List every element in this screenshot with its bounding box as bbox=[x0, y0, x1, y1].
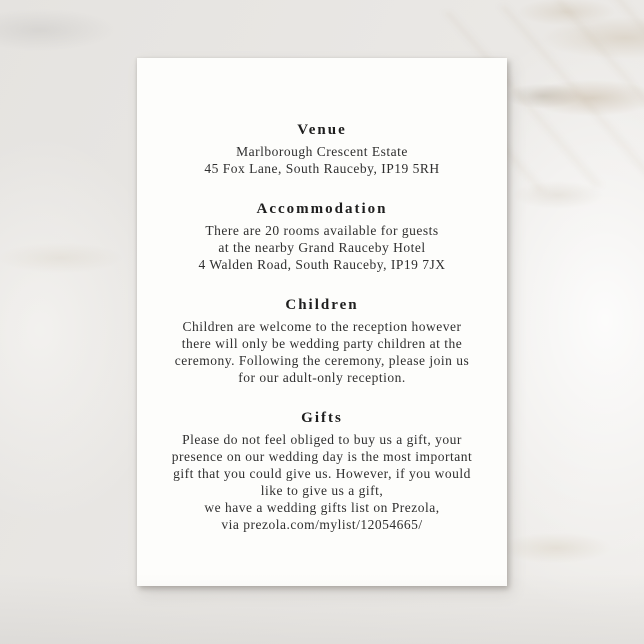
section-accommodation bbox=[149, 201, 495, 273]
section-line: 4 Walden Road, South Rauceby, IP19 7JX bbox=[198, 257, 446, 272]
card-content bbox=[137, 58, 507, 533]
section-line: 45 Fox Lane, South Rauceby, IP19 5RH bbox=[204, 161, 440, 176]
section-venue bbox=[149, 122, 495, 177]
section-heading: Gifts bbox=[301, 410, 343, 426]
section-line: for our adult-only reception. bbox=[238, 370, 406, 385]
section-line: Marlborough Crescent Estate bbox=[236, 144, 408, 159]
section-line: there will only be wedding party children at the bbox=[181, 336, 463, 351]
section-line: at the nearby Grand Rauceby Hotel bbox=[218, 240, 426, 255]
section-children bbox=[149, 297, 495, 386]
section-line: Please do not feel obliged to buy us a gift, your bbox=[182, 432, 462, 447]
section-line: There are 20 rooms available for guests bbox=[205, 223, 439, 238]
section-gifts bbox=[149, 410, 495, 533]
section-heading: Children bbox=[285, 297, 359, 313]
section-line: we have a wedding gifts list on Prezola, bbox=[204, 500, 440, 515]
section-line: Children are welcome to the reception however bbox=[182, 319, 462, 334]
section-line: ceremony. Following the ceremony, please join us bbox=[174, 353, 470, 368]
section-heading: Accommodation bbox=[256, 201, 388, 217]
section-line: presence on our wedding day is the most important bbox=[171, 449, 473, 464]
section-line: like to give us a gift, bbox=[260, 483, 384, 498]
wedding-details-card bbox=[137, 58, 507, 586]
section-heading: Venue bbox=[297, 122, 347, 138]
section-line: gift that you could give us. However, if you would bbox=[173, 466, 471, 481]
section-line: via prezola.com/mylist/12054665/ bbox=[221, 517, 423, 532]
